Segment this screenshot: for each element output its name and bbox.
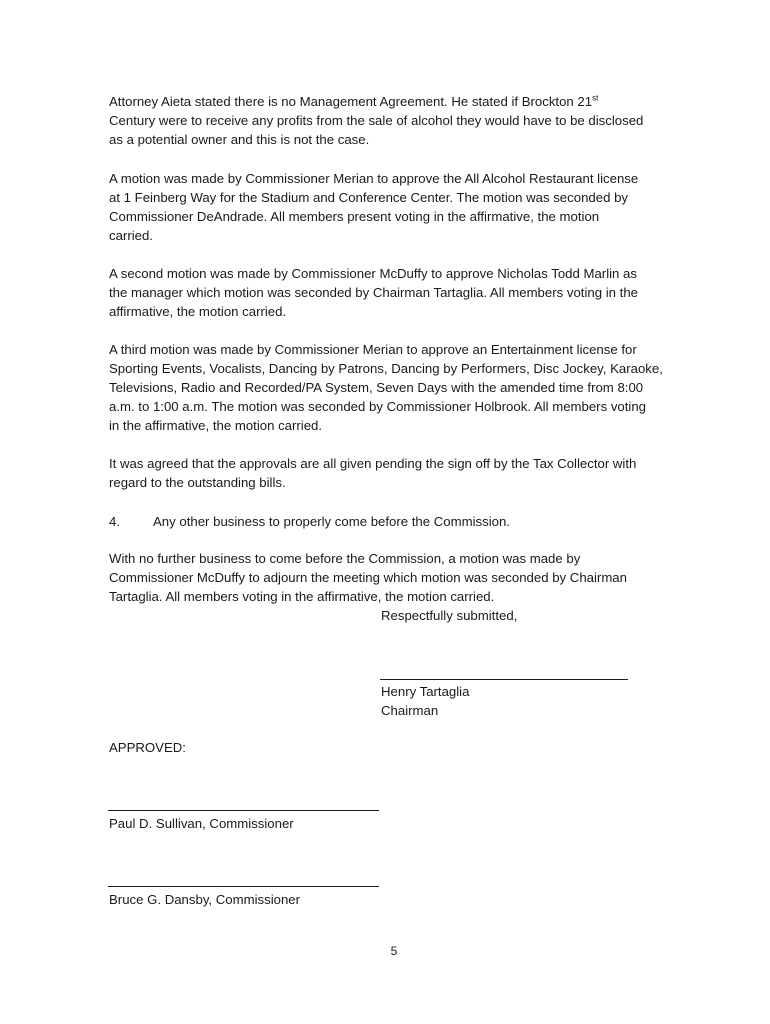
chairman-signature-line: [380, 679, 628, 680]
text-line: Commissioner McDuffy to adjourn the meeting which motion was seconded by Chairman: [109, 570, 627, 585]
text-line: A third motion was made by Commissioner Merian to approve an Entertainment license for: [109, 342, 637, 357]
superscript-ordinal: st: [592, 93, 599, 103]
paragraph-approvals-pending: [109, 454, 689, 492]
paragraph-adjournment: [109, 549, 689, 606]
text-line: Televisions, Radio and Recorded/PA System, Seven Days with the amended time from 8:00: [109, 380, 644, 395]
commissioner-signature-line: [108, 886, 379, 887]
paragraph-second-motion: [109, 264, 689, 321]
text-line: Century were to receive any profits from the sale of alcohol they would have to be disclosed: [109, 113, 644, 128]
text-line: the manager which motion was seconded by Chairman Tartaglia. All members voting in the: [109, 285, 638, 300]
commissioner-name: Bruce G. Dansby, Commissioner: [109, 892, 301, 907]
text-line: Sporting Events, Vocalists, Dancing by Patrons, Dancing by Performers, Disc Jockey, Karaoke,: [109, 361, 663, 376]
commissioner-signature-line: [108, 810, 379, 811]
text-line: a.m. to 1:00 a.m. The motion was seconded by Commissioner Holbrook. All members voting: [109, 399, 647, 414]
approved-label: APPROVED:: [109, 740, 186, 755]
chairman-title: Chairman: [381, 703, 439, 718]
commissioner-name: Paul D. Sullivan, Commissioner: [109, 816, 294, 831]
text-line: carried.: [109, 228, 153, 243]
text-line: A second motion was made by Commissioner McDuffy to approve Nicholas Todd Marlin as: [109, 266, 637, 281]
text-line: at 1 Feinberg Way for the Stadium and Conference Center. The motion was seconded by: [109, 190, 628, 205]
closing-salutation: Respectfully submitted,: [381, 608, 518, 623]
chairman-name: Henry Tartaglia: [381, 684, 470, 699]
text-line: in the affirmative, the motion carried.: [109, 418, 323, 433]
text-line-main: Attorney Aieta stated there is no Management Agreement. He stated if Brockton 21: [109, 94, 593, 109]
text-line: as a potential owner and this is not the case.: [109, 132, 370, 147]
page-number: 5: [390, 944, 398, 958]
paragraph-management-agreement: [109, 92, 689, 149]
text-line: It was agreed that the approvals are all given pending the sign off by the Tax Collector with: [109, 456, 637, 471]
paragraph-third-motion: [109, 340, 689, 435]
agenda-item-text: Any other business to properly come before the Commission.: [153, 514, 510, 529]
text-line: Commissioner DeAndrade. All members present voting in the affirmative, the motion: [109, 209, 600, 224]
text-line: regard to the outstanding bills.: [109, 475, 286, 490]
paragraph-first-motion: [109, 169, 689, 245]
agenda-item-number: 4.: [109, 514, 120, 529]
text-line: With no further business to come before the Commission, a motion was made by: [109, 551, 581, 566]
text-line: affirmative, the motion carried.: [109, 304, 287, 319]
text-line: A motion was made by Commissioner Merian to approve the All Alcohol Restaurant license: [109, 171, 639, 186]
text-line: [109, 92, 689, 111]
text-line: Tartaglia. All members voting in the affirmative, the motion carried.: [109, 589, 495, 604]
